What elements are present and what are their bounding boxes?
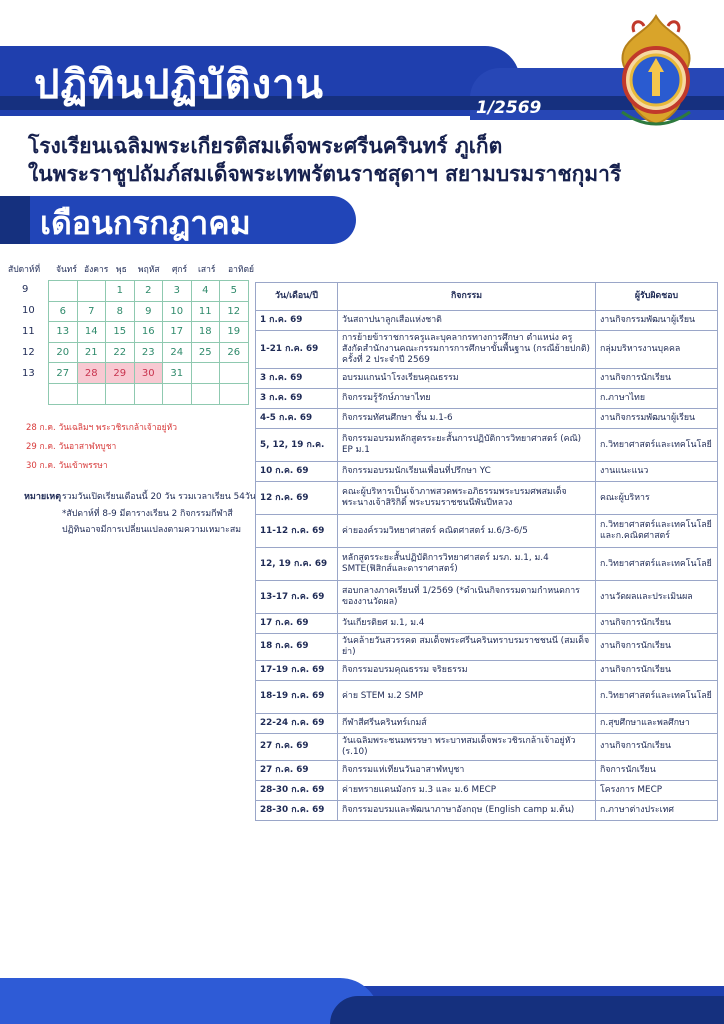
calendar-day [49,281,78,302]
column-header-owner: ผู้รับผิดชอบ [596,283,718,311]
calendar-day: 3 [163,281,192,302]
table-row [256,713,718,733]
activity-date: 12, 19 ก.ค. 69 [256,548,338,581]
activity-date: 1 ก.ค. 69 [256,311,338,331]
activity-owner: ก.ภาษาต่างประเทศ [596,800,718,820]
table-row [256,660,718,680]
activity-owner: ก.วิทยาศาสตร์และเทคโนโลยี [596,548,718,581]
activity-owner: ก.ภาษาไทย [596,389,718,409]
calendar-day: 2 [134,281,163,302]
activity-name: กิจกรรมทัศนศึกษา ชั้น ม.1-6 [338,409,596,429]
footer-banner-light [0,978,380,1024]
school-name-line1: โรงเรียนเฉลิมพระเกียรติสมเด็จพระศรีนครินทร์ ภูเก็ต [28,134,503,158]
calendar-day [191,383,220,404]
column-header-date: วัน/เดือน/ปี [256,283,338,311]
calendar-day: 9 [134,301,163,322]
activity-date: 28-30 ก.ค. 69 [256,780,338,800]
activity-date: 10 ก.ค. 69 [256,462,338,482]
calendar-header-wed: พุธ [116,265,127,275]
calendar-day: 29 [106,363,135,384]
activity-owner: คณะผู้บริหาร [596,482,718,515]
activity-date: 22-24 ก.ค. 69 [256,713,338,733]
week-number: 11 [22,326,35,337]
table-row [256,800,718,820]
calendar-day: 21 [77,342,106,363]
table-row [256,482,718,515]
school-name-line2: ในพระราชูปถัมภ์สมเด็จพระเทพรัตนราชสุดาฯ สยามบรมราชกุมารี [28,162,622,186]
week-number: 12 [22,347,35,358]
table-row [256,780,718,800]
calendar-header-mon: จันทร์ [56,265,77,275]
calendar-day [134,383,163,404]
activity-owner: กลุ่มบริหารงานบุคคล [596,331,718,369]
calendar-day: 28 [77,363,106,384]
activity-owner: งานกิจกรรมพัฒนาผู้เรียน [596,409,718,429]
calendar-header-thu: พฤหัส [138,265,160,275]
calendar-day: 8 [106,301,135,322]
activity-name: กิจกรรมอบรมและพัฒนาภาษาอังกฤษ (English camp ม.ต้น) [338,800,596,820]
activity-owner: ก.วิทยาศาสตร์และเทคโนโลยี [596,680,718,713]
calendar-day [220,383,249,404]
activity-name: กีฬาสีศรีนครินทร์เกมส์ [338,713,596,733]
calendar-day: 11 [191,301,220,322]
table-row [256,389,718,409]
activity-date: 3 ก.ค. 69 [256,369,338,389]
calendar-week-row [49,281,249,302]
calendar-day: 26 [220,342,249,363]
calendar-day: 16 [134,322,163,343]
calendar-header-sun: อาทิตย์ [228,265,254,275]
activity-owner: งานกิจการนักเรียน [596,369,718,389]
note-label: หมายเหตุ [24,492,62,502]
activity-owner: งานแนะแนว [596,462,718,482]
note-line: ปฏิทินอาจมีการเปลี่ยนแปลงตามความเหมาะสม [62,525,242,535]
activity-date: 18 ก.ค. 69 [256,634,338,661]
activity-date: 1-21 ก.ค. 69 [256,331,338,369]
table-row [256,733,718,760]
table-row [256,614,718,634]
table-row [256,369,718,389]
school-logo-icon [604,12,708,132]
activity-owner: ก.วิทยาศาสตร์และเทคโนโลยี [596,429,718,462]
month-calendar [48,280,249,405]
activity-owner: งานกิจการนักเรียน [596,614,718,634]
calendar-day: 27 [49,363,78,384]
activity-date: 11-12 ก.ค. 69 [256,515,338,548]
calendar-day: 25 [191,342,220,363]
holiday-note: 30 ก.ค. วันเข้าพรรษา [26,461,108,471]
activity-name: คณะผู้บริหารเป็นเจ้าภาพสวดพระอภิธรรมพระบรมศพสมเด็จพระนางเจ้าสิริกิติ์ พระบรมราชชนนีพันปีหลวง [338,482,596,515]
calendar-day [191,363,220,384]
activity-date: 27 ก.ค. 69 [256,760,338,780]
calendar-week-row [49,322,249,343]
table-row [256,515,718,548]
calendar-day [77,383,106,404]
activity-owner: งานวัดผลและประเมินผล [596,581,718,614]
calendar-day: 13 [49,322,78,343]
note-line: *สัปดาห์ที่ 8-9 มีตารางเรียน 2 กิจกรรมกีฬาสี [62,509,233,519]
table-row [256,311,718,331]
activity-owner: ก.สุขศึกษาและพลศึกษา [596,713,718,733]
calendar-day: 15 [106,322,135,343]
calendar-day: 4 [191,281,220,302]
activity-owner: งานกิจการนักเรียน [596,634,718,661]
table-row [256,548,718,581]
activity-name: วันคล้ายวันสวรรคต สมเด็จพระศรีนครินทราบรมราชชนนี (สมเด็จย่า) [338,634,596,661]
activity-name: กิจกรรมอบรมนักเรียนเพื่อนที่ปรึกษา YC [338,462,596,482]
calendar-day: 12 [220,301,249,322]
activity-owner: กิจการนักเรียน [596,760,718,780]
week-number: 9 [22,284,29,295]
calendar-day: 17 [163,322,192,343]
activity-date: 17 ก.ค. 69 [256,614,338,634]
calendar-week-row [49,301,249,322]
calendar-day: 19 [220,322,249,343]
month-title: เดือนกรกฎาคม [40,204,251,242]
note-line: รวมวันเปิดเรียนเดือนนี้ 20 วัน รวมเวลาเรียน 54วัน [62,492,256,502]
calendar-day [163,383,192,404]
calendar-day [220,363,249,384]
activity-owner: งานกิจการนักเรียน [596,733,718,760]
activity-name: กิจกรรมรู้รักษ์ภาษาไทย [338,389,596,409]
calendar-day: 10 [163,301,192,322]
week-number: 13 [22,368,35,379]
activity-name: ค่าย STEM ม.2 SMP [338,680,596,713]
footer-banner-dark [330,996,724,1024]
activity-date: 12 ก.ค. 69 [256,482,338,515]
calendar-day: 7 [77,301,106,322]
calendar-header-fri: ศุกร์ [172,265,188,275]
activity-name: วันเฉลิมพระชนมพรรษา พระบาทสมเด็จพระวชิรเกล้าเจ้าอยู่หัว (ร.10) [338,733,596,760]
activity-name: กิจกรรมอบรมคุณธรรม จริยธรรม [338,660,596,680]
page-title: ปฏิทินปฏิบัติงาน [34,62,324,108]
table-row [256,462,718,482]
calendar-day [49,383,78,404]
activity-date: 28-30 ก.ค. 69 [256,800,338,820]
calendar-week-row [49,342,249,363]
calendar-day: 22 [106,342,135,363]
activity-name: กิจกรรมแห่เทียนวันอาสาฬหบูชา [338,760,596,780]
holiday-note: 29 ก.ค. วันอาสาฬหบูชา [26,442,117,452]
table-row [256,760,718,780]
calendar-day: 18 [191,322,220,343]
table-row [256,429,718,462]
calendar-day: 14 [77,322,106,343]
calendar-day [106,383,135,404]
table-row [256,680,718,713]
calendar-header-week: สัปดาห์ที่ [8,265,41,275]
calendar-day: 20 [49,342,78,363]
activity-owner: โครงการ MECP [596,780,718,800]
calendar-week-row [49,383,249,404]
calendar-day: 30 [134,363,163,384]
month-banner-accent [0,196,30,244]
calendar-day: 23 [134,342,163,363]
activity-table [255,282,718,821]
activity-date: 27 ก.ค. 69 [256,733,338,760]
column-header-activity: กิจกรรม [338,283,596,311]
term-label: 1/2569 [476,98,542,118]
calendar-header-sat: เสาร์ [198,265,216,275]
calendar-day: 31 [163,363,192,384]
calendar-day: 1 [106,281,135,302]
activity-owner: งานกิจการนักเรียน [596,660,718,680]
activity-name: การย้ายข้าราชการครูและบุคลากรทางการศึกษา ตำแหน่ง ครู สังกัดสำนักงานคณะกรรมการการศึกษาขั้นพื้นฐาน (กรณีย้ายปกติ) ครั้งที่ 2 ประจำปี 2569 [338,331,596,369]
calendar-day: 24 [163,342,192,363]
calendar-day: 6 [49,301,78,322]
activity-date: 13-17 ก.ค. 69 [256,581,338,614]
week-number: 10 [22,305,35,316]
table-row [256,581,718,614]
activity-date: 4-5 ก.ค. 69 [256,409,338,429]
activity-date: 17-19 ก.ค. 69 [256,660,338,680]
activity-owner: ก.วิทยาศาสตร์และเทคโนโลยี และก.คณิตศาสตร์ [596,515,718,548]
table-row [256,409,718,429]
holiday-note: 28 ก.ค. วันเฉลิมฯ พระวชิรเกล้าเจ้าอยู่หัว [26,423,178,433]
activity-name: ค่ายทรายแดนมังกร ม.3 และ ม.6 MECP [338,780,596,800]
activity-name: ค่ายองค์รวมวิทยาศาสตร์ คณิตศาสตร์ ม.6/3-6/5 [338,515,596,548]
activity-date: 3 ก.ค. 69 [256,389,338,409]
calendar-header-tue: อังคาร [84,265,109,275]
activity-owner: งานกิจกรรมพัฒนาผู้เรียน [596,311,718,331]
activity-name: วันสถาปนาลูกเสือแห่งชาติ [338,311,596,331]
activity-name: วันเกียรติยศ ม.1, ม.4 [338,614,596,634]
calendar-day [77,281,106,302]
activity-name: อบรมแกนนำโรงเรียนคุณธรรม [338,369,596,389]
table-row [256,634,718,661]
activity-name: สอบกลางภาคเรียนที่ 1/2569 (*ดำเนินกิจกรรมตามกำหนดการของงานวัดผล) [338,581,596,614]
activity-name: กิจกรรมอบรมหลักสูตรระยะสั้นการปฏิบัติการวิทยาศาสตร์ (คณิ) EP ม.1 [338,429,596,462]
activity-name: หลักสูตรระยะสั้นปฏิบัติการวิทยาศาสตร์ มรภ. ม.1, ม.4 SMTE(ฟิสิกส์และดาราศาสตร์) [338,548,596,581]
calendar-day: 5 [220,281,249,302]
activity-date: 5, 12, 19 ก.ค. [256,429,338,462]
activity-date: 18-19 ก.ค. 69 [256,680,338,713]
table-header-row [256,283,718,311]
table-row [256,331,718,369]
calendar-week-row [49,363,249,384]
